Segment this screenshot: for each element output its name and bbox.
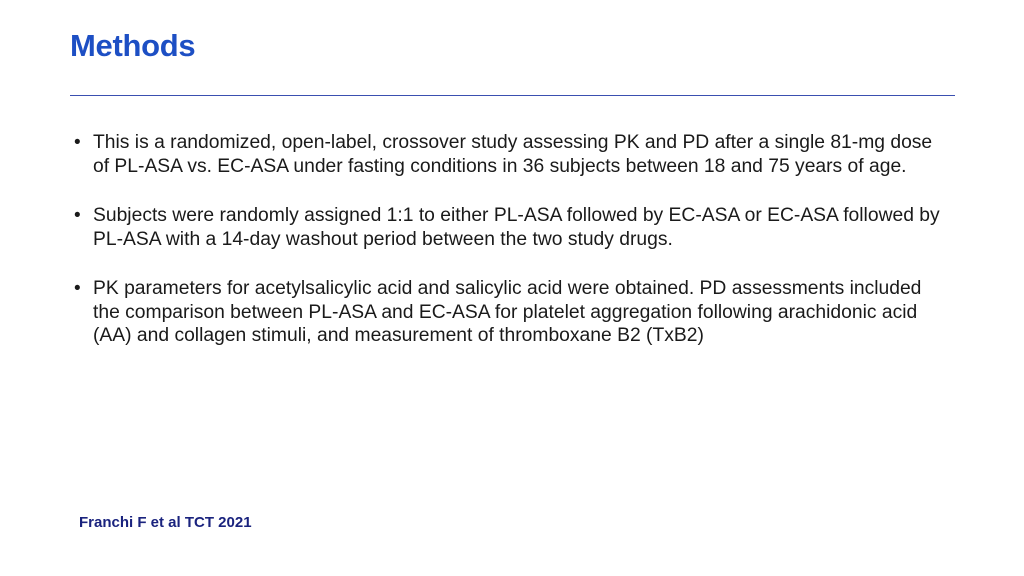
bullet-item-study-design	[74, 131, 944, 178]
bullet-marker: •	[74, 132, 81, 153]
slide-title: Methods	[70, 28, 196, 63]
bullet-item-randomization	[74, 204, 944, 251]
bullet-text: PK parameters for acetylsalicylic acid and salicylic acid were obtained. PD assessments included the comparison between PL-ASA and EC-ASA for platelet aggregation following arachidonic acid (AA) and collagen stimuli, and measurement of thromboxane B2 (TxB2)	[93, 278, 922, 346]
bullet-marker: •	[74, 205, 81, 226]
bullet-item-assessments	[74, 277, 944, 348]
title-divider	[70, 95, 955, 96]
bullet-marker: •	[74, 278, 81, 299]
citation: Franchi F et al TCT 2021	[79, 514, 252, 531]
bullet-list	[74, 131, 944, 374]
bullet-text: Subjects were randomly assigned 1:1 to either PL-ASA followed by EC-ASA or EC-ASA followed by PL-ASA with a 14-day washout period between the two study drugs.	[93, 205, 940, 250]
bullet-text: This is a randomized, open-label, crossover study assessing PK and PD after a single 81-mg dose of PL-ASA vs. EC-ASA under fasting conditions in 36 subjects between 18 and 75 years of age.	[93, 132, 933, 177]
